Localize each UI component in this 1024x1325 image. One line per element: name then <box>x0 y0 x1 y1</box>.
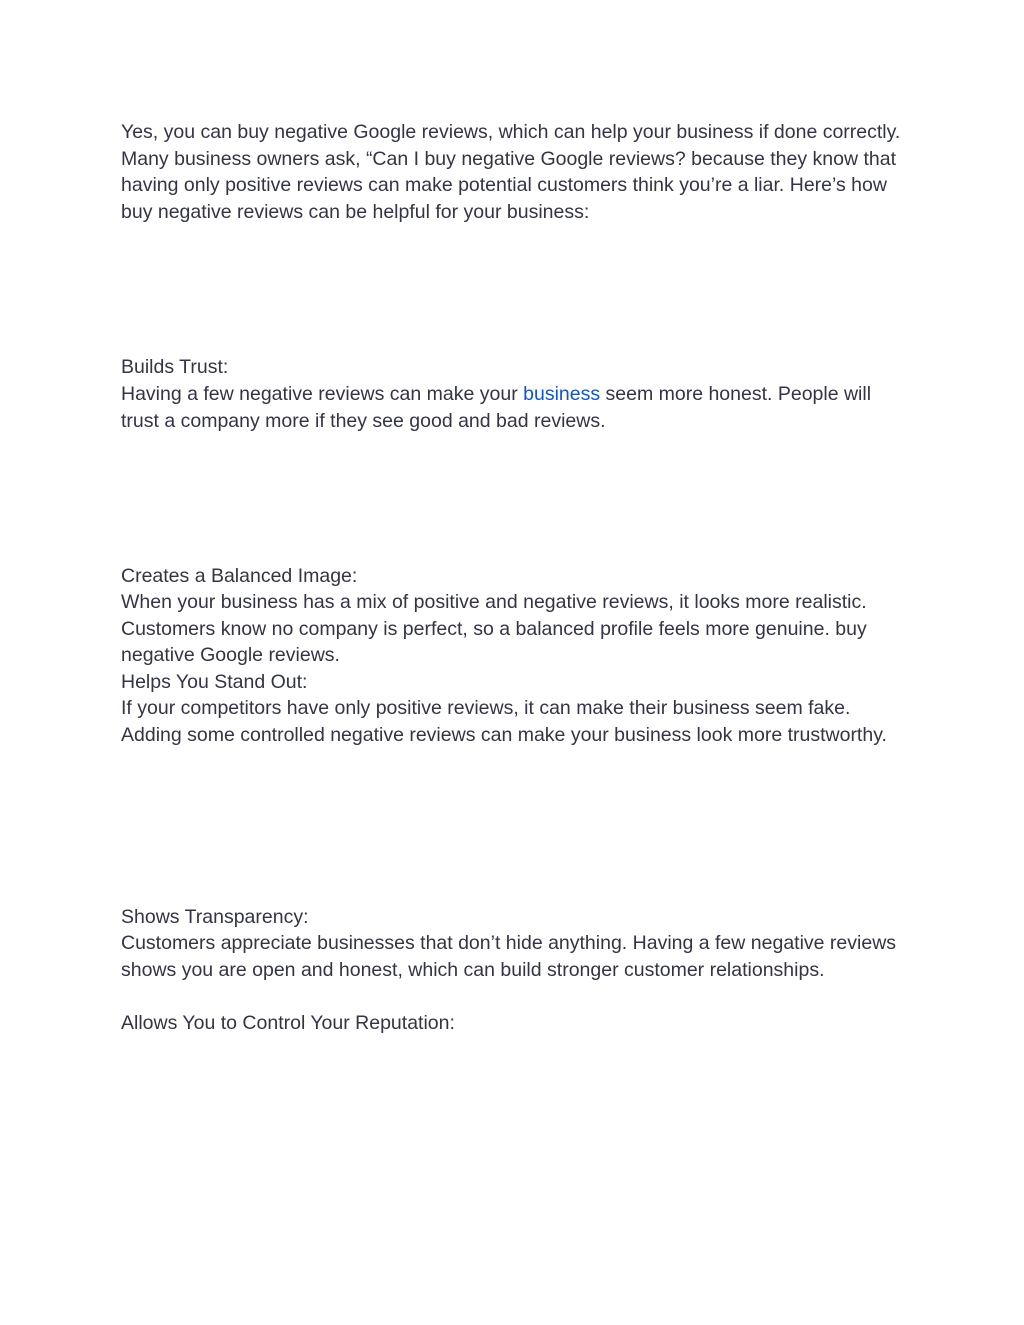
stand-out-paragraph: If your competitors have only positive reviews, it can make their business seem fake. Adding some controlled negative reviews can make your business look more trustworthy. <box>121 697 887 746</box>
control-reputation-heading: Allows You to Control Your Reputation: <box>121 1012 455 1034</box>
transparency-heading: Shows Transparency: <box>121 906 309 928</box>
intro-paragraph: Yes, you can buy negative Google reviews, which can help your business if done correctly. Many business owners ask, “Can I buy negative Google reviews? because they know that having only positive reviews can make potential customers think you’re a liar. Here’s how buy negative reviews can be helpful for your business: <box>121 121 901 223</box>
business-link[interactable]: business <box>523 383 601 405</box>
builds-trust-heading: Builds Trust: <box>121 356 229 378</box>
builds-trust-text-start: Having a few negative reviews can make your <box>121 383 524 405</box>
stand-out-heading: Helps You Stand Out: <box>121 671 308 693</box>
balanced-image-heading: Creates a Balanced Image: <box>121 565 358 587</box>
transparency-paragraph: Customers appreciate businesses that don’t hide anything. Having a few negative reviews shows you are open and honest, which can build stronger customer relationships. <box>121 932 897 981</box>
builds-trust-text-end: seem more honest. People will trust a company more if they see good and bad reviews. <box>121 383 872 432</box>
builds-trust-paragraph <box>121 381 911 434</box>
balanced-image-paragraph: When your business has a mix of positive and negative reviews, it looks more realistic. Customers know no company is perfect, so a balanced profile feels more genuine. buy negative Google reviews. <box>121 591 867 666</box>
